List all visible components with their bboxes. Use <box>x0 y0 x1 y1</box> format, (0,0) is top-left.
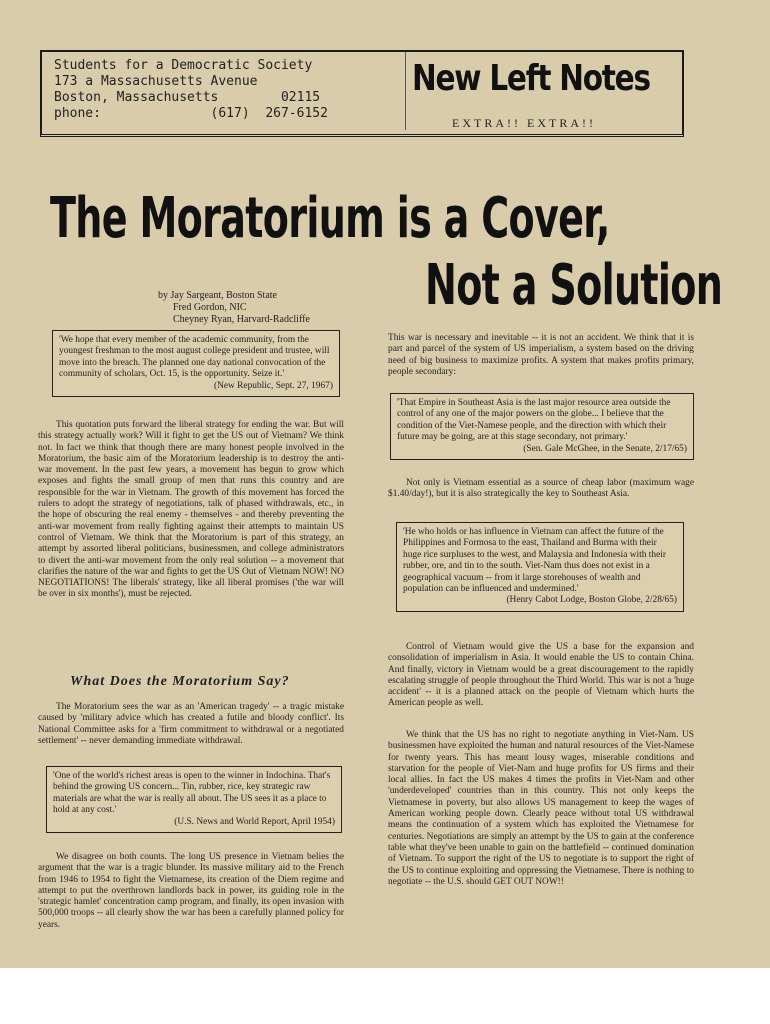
article-paragraph: Not only is Vietnam essential as a source of cheap labor (maximum wage $1.40/day!), but it is also strategically the key to Southeast Asia. <box>388 478 694 500</box>
article-paragraph: We disagree on both counts. The long US presence in Vietnam belies the argument that the war is a tragic blunder. Its massive military aid to the French from 1946 to 1954 to fight the Vietnamese, its creation of the Diem regime and attempt to put the overthrown landlords back in power, its guiding role in the 'strategic hamlet' concentration camp program, and finally, its open invasion with 500,000 troops -- all clearly show the war has been a carefully planned policy for years. <box>38 852 344 930</box>
byline: by Jay Sargeant, Boston State Fred Gordon, NIC Cheyney Ryan, Harvard-Radcliffe <box>158 290 310 325</box>
article-paragraph: Control of Vietnam would give the US a base for the expansion and consolidation of imperialism in Asia. It would enable the US to contain China. And finally, victory in Vietnam would be a great discouragement to the rapidly escalating struggle of people throughout the Third World. This war is not a 'huge accident' -- it is a planned attack on the people of Vietnam which hurts the American people as well. <box>388 642 694 709</box>
article-paragraph: We think that the US has no right to negotiate anything in Viet-Nam. US businessmen have exploited the human and natural resources of the Viet-Namese for twenty years. This has meant lousy wages, miserable conditions and starvation for the people of Viet-Nam and huge profits for US firms and their local allies. In fact the US makes 4 times the profits in Viet-Nam and other 'underdeveloped' countries than in this country. This not only keeps the Vietnamese in poverty, but also allows US management to keep the wages of American working people down. Clearly peace without total US withdrawal means the continuation of a system which has exploited the Vietnamese for centuries. Negotiations are simply an attempt by the US to gain at the conference table what they've been unable to gain on the battlefield -- continued domination of Vietnam. To support the right of the US to negotiate is to support the right of the US to continue exploiting and oppressing the Vietnamese. There is nothing to negotiate -- the U.S. should GET OUT NOW!! <box>388 730 694 887</box>
quote-text: 'He who holds or has influence in Vietnam can affect the future of the Philippines and Formosa to the east, Thailand and Burma with their huge rice surpluses to the west, and Malaysia and Indonesia with their rubber, ore, and tin to the south. Viet-Nam thus does not exist in a geographical vacuum -- from it large storehouses of wealth and population can be influenced and undermined.' <box>403 527 666 595</box>
section-subhead: What Does the Moratorium Say? <box>70 674 290 689</box>
headline-line-1: The Moratorium is a Cover, <box>50 186 610 251</box>
masthead <box>40 50 684 137</box>
headline-line-2: Not a Solution <box>425 253 723 318</box>
quote-box-new-republic <box>52 330 340 397</box>
quote-box-mcghee <box>390 393 694 460</box>
article-paragraph: The Moratorium sees the war as an 'American tragedy' -- a tragic mistake caused by 'military advice which has created a futile and bloody conflict'. Its National Committee asks for a 'firm commitment to withdrawal or a negotiated settlement' -- never demanding immediate withdrawal. <box>38 702 344 746</box>
quote-text: 'One of the world's richest areas is open to the winner in Indochina. That's behind the growing US concern... Tin, rubber, rice, key strategic raw materials are what the war is really all about. The US sees it as a place to hold at any cost.' <box>53 771 331 816</box>
article-paragraph: This quotation puts forward the liberal strategy for ending the war. But will this strategy actually work? Will it fight to get the US out of Vietnam? We think not. In fact we think that though there are many honest people involved in the Moratorium, the basic aim of the Moratorium leadership is to destroy the anti-war movement. In the past few years, a movement has begun to grow which exposes and fights the small group of men that runs this country and are responsible for the war in Vietnam. The growth of this movement has forced the rulers to adopt the strategy of negotiations, talk of phased withdrawals, etc., in the hope of obscuring the real enemy - themselves - and thereby preventing the anti-war movement from really fighting against their attempts to maintain US control of Vietnam. We think that the Moratorium is part of this strategy, an attempt by assorted liberal politicians, businessmen, and college administrators to divert the anti-war movement from the only real solution -- a movement that clarifies the nature of the war and fights to get the US Out of Vietnam NOW! NO NEGOTIATIONS! The liberals' strategy, like all liberal promises ('the war will be over in six months'), must be rejected. <box>38 420 344 600</box>
quote-text: 'That Empire in Southeast Asia is the last major resource area outside the control of any one of the major powers on the globe... I believe that the condition of the Viet-Namese people, and the direction with which their future may be going, are at this stage secondary, not primary.' <box>397 398 671 443</box>
quote-box-us-news <box>46 766 342 833</box>
masthead-divider <box>405 52 406 130</box>
newspaper-title: New Left Notes <box>412 58 650 99</box>
extra-banner: EXTRA!! EXTRA!! <box>452 116 596 130</box>
quote-box-lodge <box>396 522 684 612</box>
quote-source: (U.S. News and World Report, April 1954) <box>174 816 335 827</box>
quote-text: 'We hope that every member of the academic community, from the youngest freshman to the most august college president and trustee, will move into the breach. The planned one day national convocation of the community of scholars, Oct. 15, is the opportunity. Seize it.' <box>59 335 330 380</box>
quote-source: (Sen. Gale McGhee, in the Senate, 2/17/65) <box>523 443 687 454</box>
article-paragraph: This war is necessary and inevitable -- it is not an accident. We think that it is part and parcel of the system of US imperialism, a system based on the driving need of big business to maximize profits. A system that makes profits primary, people secondary: <box>388 333 694 377</box>
sds-address-block: Students for a Democratic Society 173 a Massachusetts Avenue Boston, Massachusetts 02115 phone: (617) 267-6152 <box>54 58 328 121</box>
quote-source: (Henry Cabot Lodge, Boston Globe, 2/28/65) <box>506 595 677 606</box>
quote-source: (New Republic, Sept. 27, 1967) <box>214 380 333 391</box>
